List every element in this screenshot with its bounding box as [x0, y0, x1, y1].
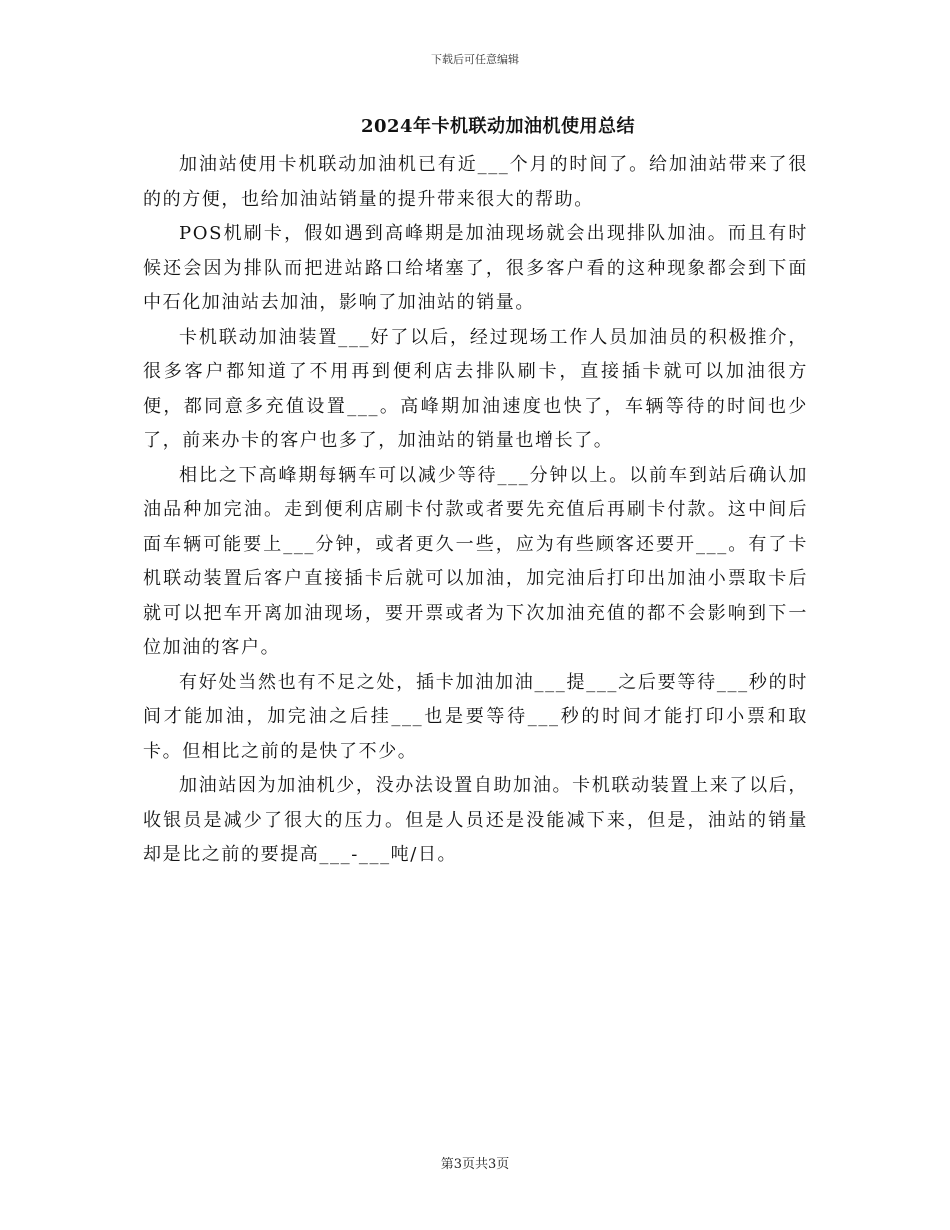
paragraph-2: POS机刷卡，假如遇到高峰期是加油现场就会出现排队加油。而且有时候还会因为排队而把进站路口给堵塞了，很多客户看的这种现象都会到下面中石化加油站去加油，影响了加油站的销量。	[143, 223, 808, 313]
paragraph-4: 相比之下高峰期每辆车可以减少等待___分钟以上。以前车到站后确认加油品种加完油。走到便利店刷卡付款或者要先充值后再刷卡付款。这中间后面车辆可能要上___分钟，或者更久一些，应为有些顾客还要开___。有了卡机联动装置后客户直接插卡后就可以加油，加完油后打印出加油小票取卡后就可以把车开离加油现场，要开票或者为下次加油充值的都不会影响到下一位加油的客户。	[143, 464, 808, 658]
paragraph-5: 有好处当然也有不足之处，插卡加油加油___提___之后要等待___秒的时间才能加油，加完油之后挂___也是要等待___秒的时间才能打印小票和取卡。但相比之前的是快了不少。	[143, 671, 808, 762]
page-number: 第3页共3页	[440, 1157, 510, 1172]
paragraph-3: 卡机联动加油装置___好了以后，经过现场工作人员加油员的积极推介，很多客户都知道了不用再到便利店去排队刷卡，直接插卡就可以加油很方便，都同意多充值设置___。高峰期加油速度也快了，车辆等待的时间也少了，前来办卡的客户也多了，加油站的销量也增长了。	[143, 326, 808, 451]
paragraph-6: 加油站因为加油机少，没办法设置自助加油。卡机联动装置上来了以后，收银员是减少了很大的压力。但是人员还是没能减下来，但是，油站的销量却是比之前的要提高___-___吨/日。	[143, 775, 808, 865]
page-header-note: 下载后可任意编辑	[431, 53, 519, 66]
document-body	[143, 148, 808, 873]
paragraph-1: 加油站使用卡机联动加油机已有近___个月的时间了。给加油站带来了很的的方便，也给加油站销量的提升带来很大的帮助。	[143, 154, 808, 210]
document-title: 2024年卡机联动加油机使用总结	[360, 116, 636, 137]
